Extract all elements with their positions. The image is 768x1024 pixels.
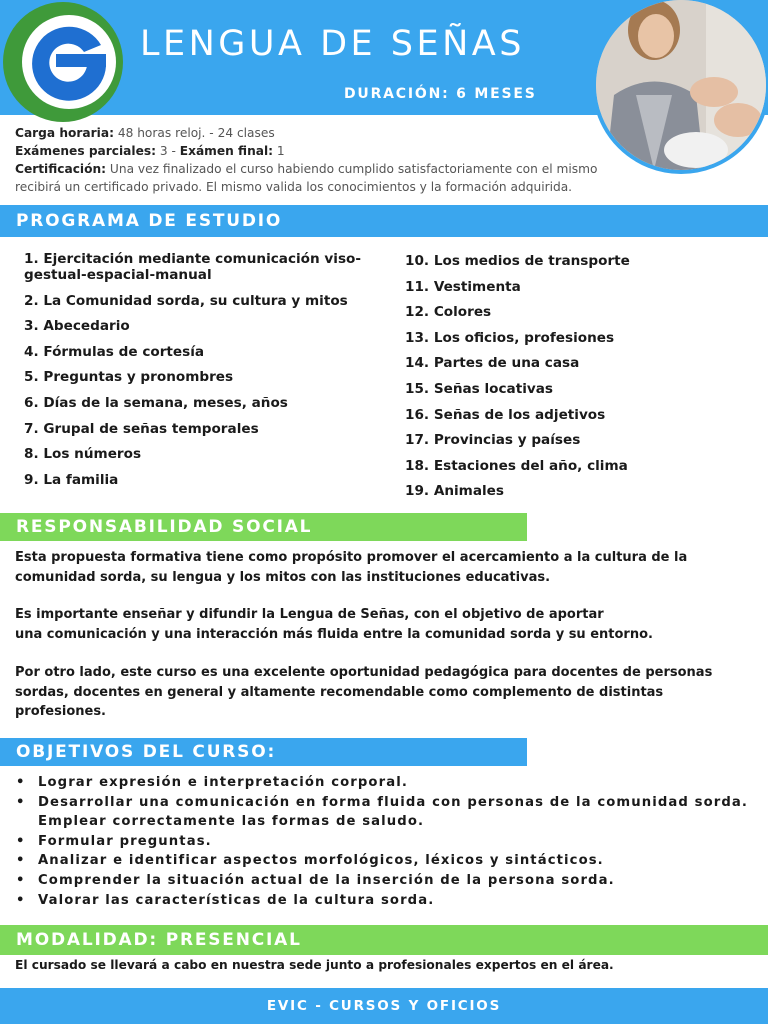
evic-logo <box>0 2 128 122</box>
course-info <box>15 124 615 196</box>
list-item: 7. Grupal de señas temporales <box>24 420 259 437</box>
list-item: • Lograr expresión e interpretación corporal. <box>16 773 756 793</box>
responsabilidad-paragraph-3: Por otro lado, este curso es una excelente oportunidad pedagógica para docentes de personas sordas, docentes en general y altamente recomendable como complemento de distintas profesiones. <box>15 665 713 719</box>
info-certificacion: Certificación: Una vez finalizado el curso habiendo cumplido satisfactoriamente con el mismo recibirá un certificado privado. El mismo valida los conocimientos y la formación adquirida. <box>15 162 598 194</box>
info-carga: Carga horaria: 48 horas reloj. - 24 clases <box>15 126 275 140</box>
list-item: • Analizar e identificar aspectos morfológicos, léxicos y sintácticos. <box>16 851 756 871</box>
footer-banner: EVIC - CURSOS Y OFICIOS <box>0 988 768 1024</box>
list-item: 10. Los medios de transporte <box>405 253 630 269</box>
list-item: • Desarrollar una comunicación en forma fluida con personas de la comunidad sorda. Emplear correctamente las formas de saludo. <box>16 793 756 832</box>
programa-heading: PROGRAMA DE ESTUDIO <box>0 205 768 237</box>
objetivos-list <box>16 773 756 910</box>
list-item: 14. Partes de una casa <box>405 355 580 372</box>
programa-list-right <box>405 253 755 509</box>
list-item: • Valorar las características de la cultura sorda. <box>16 891 756 911</box>
list-item: 15. Señas locativas <box>405 380 554 397</box>
info-examenes: Exámenes parciales: 3 - Exámen final: 1 <box>15 144 285 158</box>
list-item: 1. Ejercitación mediante comunicación viso-gestual-espacial-manual <box>24 251 362 283</box>
photo-illustration <box>596 0 766 170</box>
modalidad-heading: MODALIDAD: PRESENCIAL <box>0 925 768 955</box>
responsabilidad-paragraph-2: Es importante enseñar y difundir la Lengua de Señas, con el objetivo de aportar una comunicación y una interacción más fluida entre la comunidad sorda y su entorno. <box>15 607 653 642</box>
list-item: 16. Señas de los adjetivos <box>405 406 606 423</box>
list-item: 6. Días de la semana, meses, años <box>24 394 288 411</box>
course-duration: DURACIÓN: 6 MESES <box>344 86 537 102</box>
list-item: 18. Estaciones del año, clima <box>405 457 628 474</box>
list-item: 19. Animales <box>405 483 504 500</box>
list-item: 5. Preguntas y pronombres <box>24 369 234 386</box>
list-item: • Formular preguntas. <box>16 832 756 852</box>
list-item: 9. La familia <box>24 471 119 488</box>
list-item: 4. Fórmulas de cortesía <box>24 343 205 360</box>
course-title: LENGUA DE SEÑAS <box>140 24 525 64</box>
list-item: 2. La Comunidad sorda, su cultura y mitos <box>24 292 348 309</box>
list-item: 17. Provincias y países <box>405 432 581 449</box>
list-item: 13. Los oficios, profesiones <box>405 329 615 346</box>
list-item: 12. Colores <box>405 304 492 321</box>
list-item: • Comprender la situación actual de la inserción de la persona sorda. <box>16 871 756 891</box>
responsabilidad-paragraph-1: Esta propuesta formativa tiene como propósito promover el acercamiento a la cultura de la comunidad sorda, su lengua y los mitos con las instituciones educativas. <box>15 550 688 585</box>
list-item: 3. Abecedario <box>24 318 130 335</box>
sign-language-photo <box>592 0 768 174</box>
list-item: 8. Los números <box>24 446 142 463</box>
responsabilidad-heading: RESPONSABILIDAD SOCIAL <box>0 513 527 541</box>
modalidad-text: El cursado se llevará a cabo en nuestra sede junto a profesionales expertos en el área. <box>15 958 614 972</box>
list-item: 11. Vestimenta <box>405 278 521 295</box>
objetivos-heading: OBJETIVOS DEL CURSO: <box>0 738 527 766</box>
programa-list-left <box>24 251 374 497</box>
